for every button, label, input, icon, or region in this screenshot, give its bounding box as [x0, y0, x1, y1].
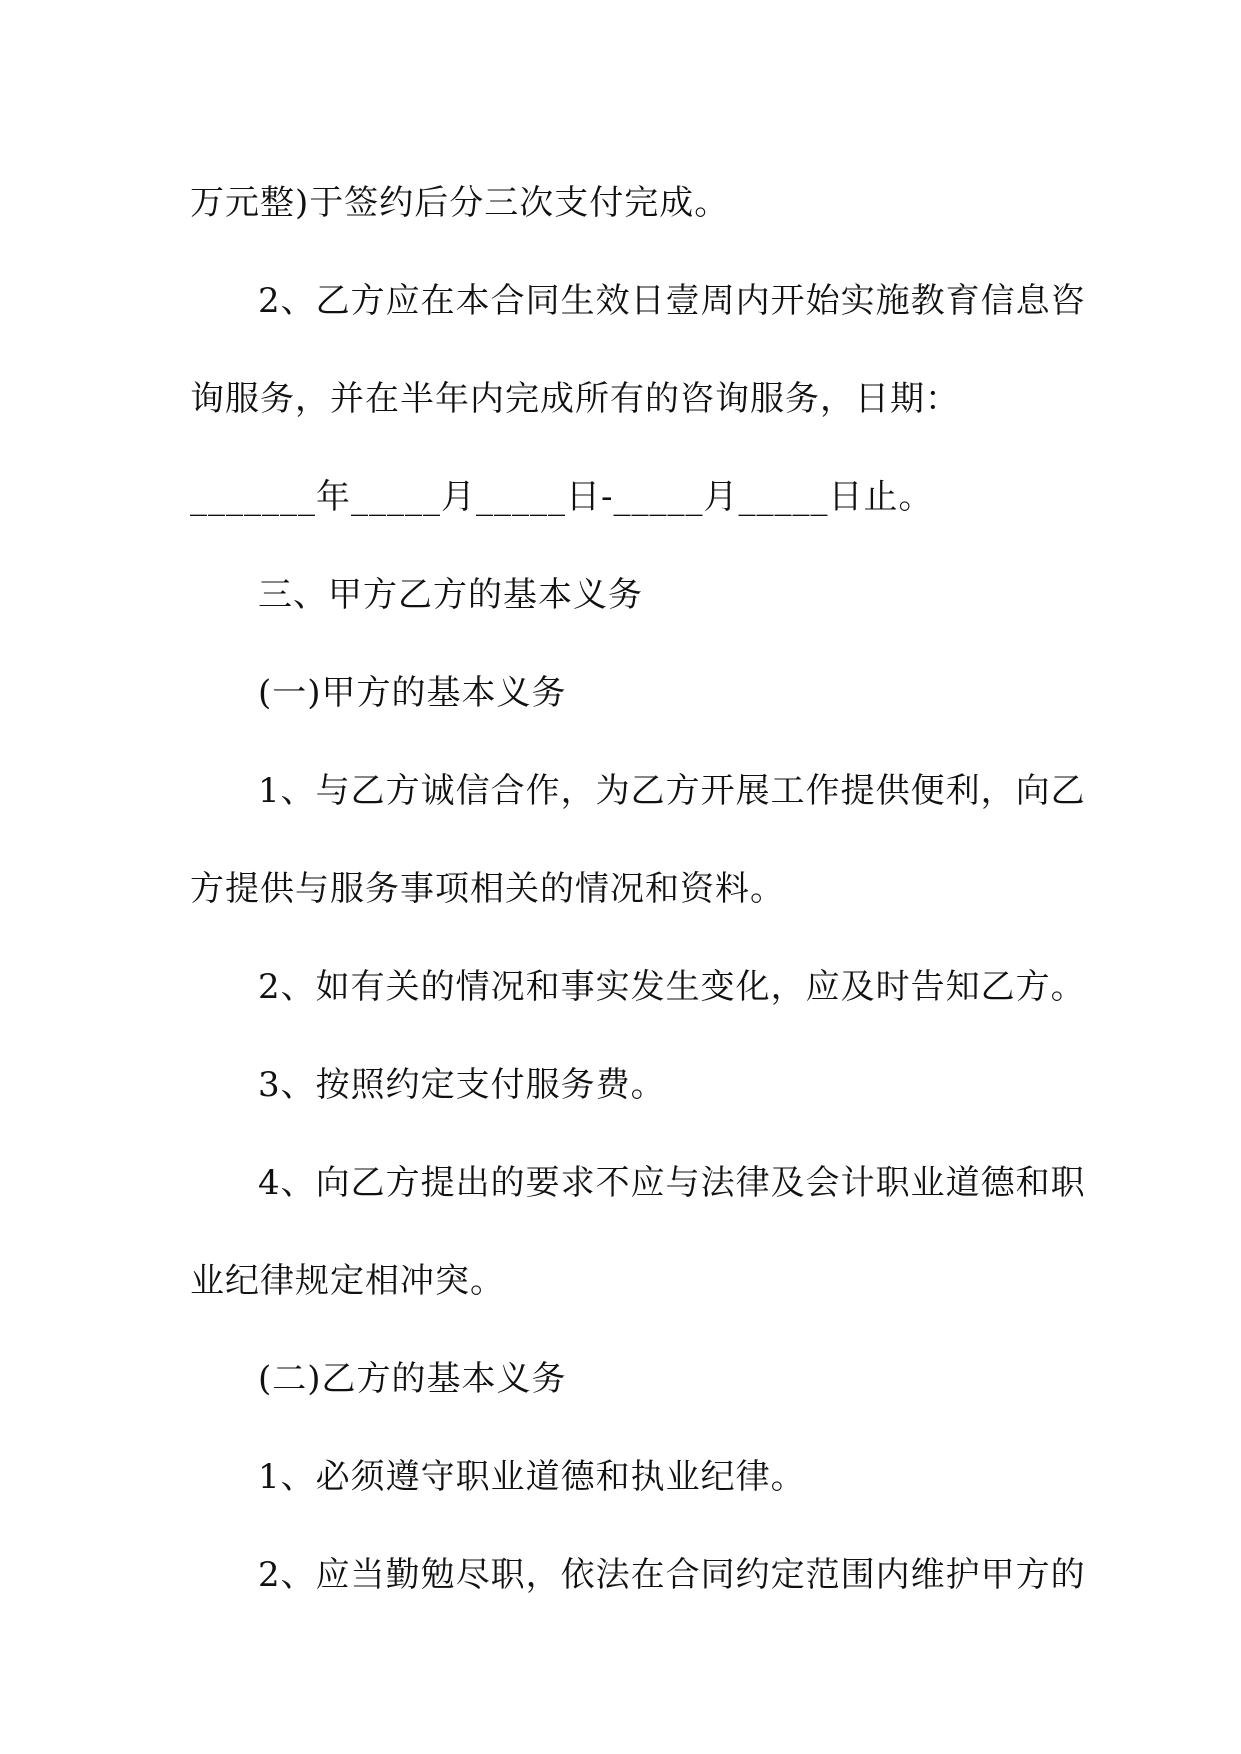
- text-line: 询服务，并在半年内完成所有的咨询服务，日期：: [190, 379, 960, 419]
- subsection-heading: (一)甲方的基本义务: [258, 673, 567, 713]
- text-line: 方提供与服务事项相关的情况和资料。: [190, 869, 785, 909]
- text-line: 4、向乙方提出的要求不应与法律及会计职业道德和职: [258, 1163, 1086, 1203]
- text-line: 万元整)于签约后分三次支付完成。: [190, 183, 730, 223]
- section-heading: 三、甲方乙方的基本义务: [258, 575, 643, 615]
- text-line: 业纪律规定相冲突。: [190, 1261, 505, 1301]
- text-line: 1、必须遵守职业道德和执业纪律。: [258, 1457, 806, 1497]
- text-line: _______年_____月_____日-_____月_____日止。: [190, 477, 934, 517]
- text-line: 2、乙方应在本合同生效日壹周内开始实施教育信息咨: [258, 281, 1086, 321]
- text-line: 3、按照约定支付服务费。: [258, 1065, 666, 1105]
- subsection-heading: (二)乙方的基本义务: [258, 1359, 567, 1399]
- text-line: 2、应当勤勉尽职，依法在合同约定范围内维护甲方的: [258, 1555, 1086, 1595]
- text-line: 1、与乙方诚信合作，为乙方开展工作提供便利，向乙: [258, 771, 1086, 811]
- text-line: 2、如有关的情况和事实发生变化，应及时告知乙方。: [258, 967, 1086, 1007]
